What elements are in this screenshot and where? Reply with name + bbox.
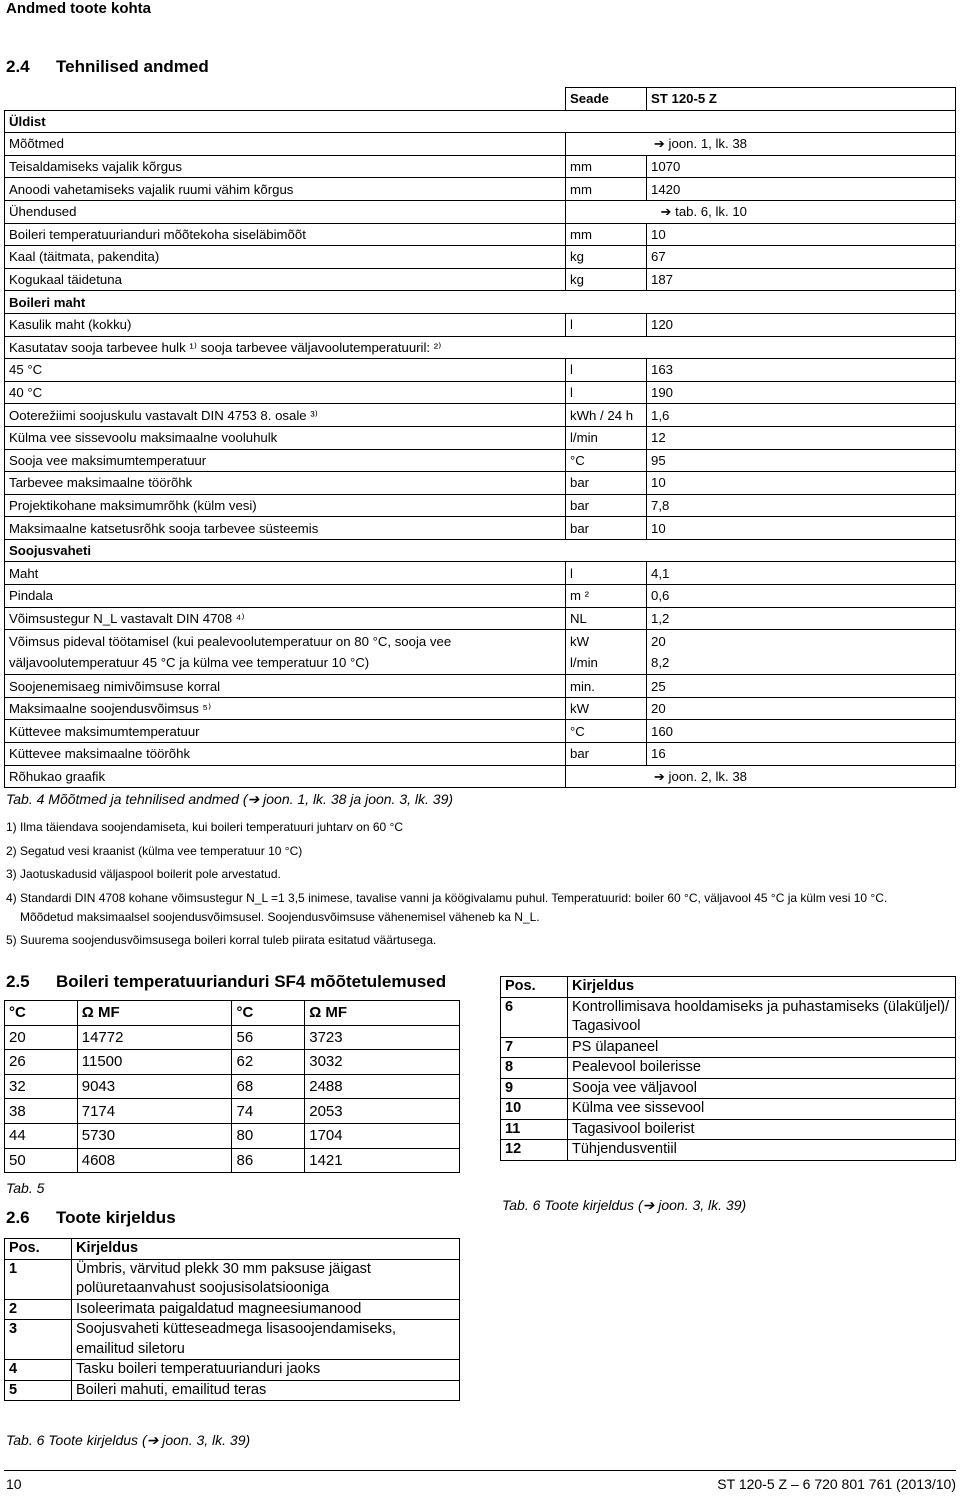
table-5-caption: Tab. 5 [6, 1180, 45, 1196]
table-cell: 20 [5, 1025, 78, 1050]
row-value: 4,1 [647, 562, 956, 585]
table-row [5, 449, 956, 472]
position-number: 10 [501, 1099, 568, 1120]
description: Isoleerimata paigaldatud magneesiumanood [72, 1299, 460, 1320]
row-label: Võimsustegur N_L vastavalt DIN 4708 ⁴⁾ [5, 607, 566, 630]
row-unit: bar [566, 494, 647, 517]
footnote-3: 3) Jaotuskadusid väljaspool boilerit pole arvestatud. [6, 867, 281, 881]
unit-column-header: Seade [566, 88, 647, 111]
table-cell: 32 [5, 1074, 78, 1099]
document-id: ST 120-5 Z – 6 720 801 761 (2013/10) [717, 1476, 956, 1492]
column-header: Pos. [501, 977, 568, 998]
table-row [5, 765, 956, 788]
row-label: Maksimaalne soojendusvõimsus ⁵⁾ [5, 697, 566, 720]
section-title: Boileri temperatuurianduri SF4 mõõtetulemused [56, 972, 447, 991]
table-row [5, 585, 956, 608]
position-number: 5 [5, 1380, 72, 1401]
footnote-2: 2) Segatud vesi kraanist (külma vee temperatuur 10 °C) [6, 844, 303, 858]
table-row [5, 494, 956, 517]
position-number: 1 [5, 1259, 72, 1299]
column-header: Kirjeldus [568, 977, 956, 998]
row-unit: min. [566, 675, 647, 698]
table-header-row [501, 977, 956, 998]
table-cell: 9043 [77, 1074, 232, 1099]
row-label: Tarbevee maksimaalne töörõhk [5, 472, 566, 495]
column-header: °C [5, 1001, 78, 1026]
table-cell: 2053 [305, 1099, 460, 1124]
row-value: 120 [647, 313, 956, 336]
table-row [5, 404, 956, 427]
position-number: 2 [5, 1299, 72, 1320]
section-number: 2.5 [6, 972, 30, 991]
section-title: Tehnilised andmed [56, 57, 209, 76]
row-value: 20 [647, 697, 956, 720]
row-label: Maht [5, 562, 566, 585]
row-label: Soojenemisaeg nimivõimsuse korral [5, 675, 566, 698]
table-row [5, 1025, 460, 1050]
group-heading: Üldist [5, 110, 956, 133]
description: Külma vee sissevool [568, 1099, 956, 1120]
table-cell: 5730 [77, 1123, 232, 1148]
position-number: 7 [501, 1037, 568, 1058]
table-cell: 3032 [305, 1050, 460, 1075]
table-row [5, 1380, 460, 1401]
row-label: Pindala [5, 585, 566, 608]
row-label [5, 630, 566, 675]
row-label-line: väljavoolutemperatuur 45 °C ja külma vee temperatuur 10 °C) [9, 655, 370, 671]
position-number: 12 [501, 1140, 568, 1161]
table-row [5, 1299, 460, 1320]
table-row [5, 155, 956, 178]
table-cell: 80 [232, 1123, 305, 1148]
row-label: Küttevee maksimaalne töörõhk [5, 743, 566, 766]
row-value: 10 [647, 223, 956, 246]
table-row [5, 336, 956, 359]
row-unit: bar [566, 517, 647, 540]
row-unit: l [566, 381, 647, 404]
column-header: °C [232, 1001, 305, 1026]
row-unit: NL [566, 607, 647, 630]
column-header: Ω MF [77, 1001, 232, 1026]
row-label: Boileri temperatuurianduri mõõtekoha siseläbimõõt [5, 223, 566, 246]
row-label: Kaal (täitmata, pakendita) [5, 246, 566, 269]
table-cell: 56 [232, 1025, 305, 1050]
row-value-line: 20 [651, 634, 666, 650]
row-value: 187 [647, 268, 956, 291]
row-label: Sooja vee maksimumtemperatuur [5, 449, 566, 472]
row-unit: kWh / 24 h [566, 404, 647, 427]
footnote-4: 4) Standardi DIN 4708 kohane võimsustegur N_L =1 3,5 inimese, tavalise vanni ja köögivalamu puhul. Temperatuurid: boiler 60 °C, väljavool 45 °C ja külm vesi 10 °C. [6, 891, 888, 905]
table-cell: 86 [232, 1148, 305, 1173]
section-title: Toote kirjeldus [56, 1208, 176, 1227]
table-cell: 50 [5, 1148, 78, 1173]
table-row [5, 1099, 460, 1124]
table-row [5, 1148, 460, 1173]
row-value: 163 [647, 359, 956, 382]
row-value: 0,6 [647, 585, 956, 608]
table-row [5, 472, 956, 495]
description: Pealevool boilerisse [568, 1058, 956, 1079]
table-row [5, 630, 956, 675]
row-unit: °C [566, 720, 647, 743]
position-number: 4 [5, 1360, 72, 1381]
row-value: 10 [647, 472, 956, 495]
table-row [5, 720, 956, 743]
reference-link[interactable]: ➔ joon. 1, lk. 38 [566, 133, 956, 156]
description: Kontrollimisava hooldamiseks ja puhastamiseks (ülaküljel)/ Tagasivool [568, 997, 956, 1037]
section-number: 2.6 [6, 1208, 30, 1227]
footer-rule [4, 1470, 956, 1471]
row-unit: kW [566, 697, 647, 720]
description: Ümbris, värvitud plekk 30 mm paksuse jäigast polüuretaanvahust soojusisolatsiooniga [72, 1259, 460, 1299]
table-row [501, 1099, 956, 1120]
table-row [5, 246, 956, 269]
table-row [501, 1078, 956, 1099]
description: Soojusvaheti kütteseadmega lisasoojendamiseks, emailitud siletoru [72, 1320, 460, 1360]
table-row [5, 178, 956, 201]
row-value: 25 [647, 675, 956, 698]
row-unit: m ² [566, 585, 647, 608]
table-cell: 7174 [77, 1099, 232, 1124]
table-cell: 3723 [305, 1025, 460, 1050]
row-value-line: 8,2 [651, 655, 670, 671]
table-cell: 62 [232, 1050, 305, 1075]
row-unit: mm [566, 178, 647, 201]
row-label: Kogukaal täidetuna [5, 268, 566, 291]
table-row [5, 268, 956, 291]
table-row [5, 562, 956, 585]
row-label: Rõhukao graafik [5, 765, 566, 788]
row-label: Küttevee maksimumtemperatuur [5, 720, 566, 743]
table-row [5, 359, 956, 382]
section-number: 2.4 [6, 57, 30, 76]
position-number: 8 [501, 1058, 568, 1079]
section-2-6-heading [6, 1208, 176, 1228]
value-column-header: ST 120-5 Z [647, 88, 956, 111]
table-cell: 26 [5, 1050, 78, 1075]
table-row [5, 313, 956, 336]
row-unit: °C [566, 449, 647, 472]
table-header-row [5, 1001, 460, 1026]
group-heading: Boileri maht [5, 291, 956, 314]
row-label: Anoodi vahetamiseks vajalik ruumi vähim kõrgus [5, 178, 566, 201]
table-row [5, 1360, 460, 1381]
table-cell: 11500 [77, 1050, 232, 1075]
table-6b-caption: Tab. 6 Toote kirjeldus (➔ joon. 3, lk. 39) [502, 1197, 747, 1213]
table-row [5, 517, 956, 540]
table-row [5, 1123, 460, 1148]
column-header: Pos. [5, 1239, 72, 1260]
table-cell: 68 [232, 1074, 305, 1099]
row-value: 7,8 [647, 494, 956, 517]
table-row [5, 675, 956, 698]
row-value [647, 630, 956, 675]
position-number: 9 [501, 1078, 568, 1099]
table-cell: 1704 [305, 1123, 460, 1148]
row-unit: l [566, 562, 647, 585]
row-value: 160 [647, 720, 956, 743]
reference-link[interactable]: ➔ tab. 6, lk. 10 [566, 200, 956, 223]
row-value: 67 [647, 246, 956, 269]
reference-link[interactable]: ➔ joon. 2, lk. 38 [566, 765, 956, 788]
table-row [5, 426, 956, 449]
row-unit: mm [566, 223, 647, 246]
table-4-caption: Tab. 4 Mõõtmed ja tehnilised andmed (➔ joon. 1, lk. 38 ja joon. 3, lk. 39) [6, 791, 454, 807]
table-cell: 2488 [305, 1074, 460, 1099]
row-unit: l [566, 359, 647, 382]
table-cell: 14772 [77, 1025, 232, 1050]
row-label: Kasulik maht (kokku) [5, 313, 566, 336]
table-row [501, 1037, 956, 1058]
row-label: Mõõtmed [5, 133, 566, 156]
group-heading: Soojusvaheti [5, 539, 956, 562]
position-number: 3 [5, 1320, 72, 1360]
row-unit: bar [566, 743, 647, 766]
description: Tagasivool boilerist [568, 1119, 956, 1140]
row-unit: kg [566, 246, 647, 269]
table-cell: 38 [5, 1099, 78, 1124]
column-header: Kirjeldus [72, 1239, 460, 1260]
table-row [5, 539, 956, 562]
row-label: Teisaldamiseks vajalik kõrgus [5, 155, 566, 178]
table-row [501, 1140, 956, 1161]
product-description-table-a [4, 1238, 460, 1401]
row-value: 16 [647, 743, 956, 766]
table-row [501, 997, 956, 1037]
footnote-1: 1) Ilma täiendava soojendamiseta, kui boileri temperatuuri juhtarv on 60 °C [6, 820, 404, 834]
position-number: 6 [501, 997, 568, 1037]
row-label-line: Võimsus pideval töötamisel (kui pealevoolutemperatuur on 80 °C, sooja vee [9, 634, 452, 650]
row-label: 45 °C [5, 359, 566, 382]
section-2-4-heading [6, 57, 209, 77]
table-row [5, 200, 956, 223]
table-row [5, 1320, 460, 1360]
table-cell: 1421 [305, 1148, 460, 1173]
row-unit: bar [566, 472, 647, 495]
row-value: 10 [647, 517, 956, 540]
running-header: Andmed toote kohta [6, 0, 151, 17]
row-value: 1070 [647, 155, 956, 178]
row-label: Külma vee sissevoolu maksimaalne vooluhulk [5, 426, 566, 449]
table-row [5, 223, 956, 246]
table-row [5, 133, 956, 156]
table-6a-caption: Tab. 6 Toote kirjeldus (➔ joon. 3, lk. 39) [6, 1432, 251, 1448]
page-number: 10 [6, 1476, 22, 1492]
row-value: 1,6 [647, 404, 956, 427]
row-unit: kg [566, 268, 647, 291]
description: Sooja vee väljavool [568, 1078, 956, 1099]
column-header: Ω MF [305, 1001, 460, 1026]
technical-data-table [4, 87, 956, 788]
row-value: 1420 [647, 178, 956, 201]
description: Tühjendusventiil [568, 1140, 956, 1161]
row-value: 190 [647, 381, 956, 404]
table-row [5, 291, 956, 314]
row-unit-line: l/min [570, 655, 598, 671]
description: PS ülapaneel [568, 1037, 956, 1058]
table-row [5, 1050, 460, 1075]
footnote-4-cont: Mõõdetud maksimaalsel soojendusvõimsusel. Soojendusvõimsuse vähenemisel väheneb ka N_L. [20, 910, 540, 924]
table-header-row [5, 1239, 460, 1260]
table-row [5, 1259, 460, 1299]
table-header-row [5, 88, 956, 111]
table-cell: 74 [232, 1099, 305, 1124]
table-row [5, 110, 956, 133]
row-value: 1,2 [647, 607, 956, 630]
table-cell: 44 [5, 1123, 78, 1148]
row-unit [566, 630, 647, 675]
row-unit: mm [566, 155, 647, 178]
table-row [5, 607, 956, 630]
footnote-5: 5) Suurema soojendusvõimsusega boileri korral tuleb piirata esitatud väärtusega. [6, 933, 437, 947]
description: Boileri mahuti, emailitud teras [72, 1380, 460, 1401]
row-label: Ooterežiimi soojuskulu vastavalt DIN 4753 8. osale ³⁾ [5, 404, 566, 427]
table-row [5, 1074, 460, 1099]
table-row [501, 1119, 956, 1140]
row-label: Kasutatav sooja tarbevee hulk ¹⁾ sooja tarbevee väljavoolutemperatuuril: ²⁾ [5, 336, 956, 359]
row-unit: l/min [566, 426, 647, 449]
row-value: 95 [647, 449, 956, 472]
row-label: 40 °C [5, 381, 566, 404]
product-description-table-b [500, 976, 956, 1161]
section-2-5-heading [6, 972, 446, 992]
position-number: 11 [501, 1119, 568, 1140]
row-value: 12 [647, 426, 956, 449]
row-label: Ühendused [5, 200, 566, 223]
sensor-values-table [4, 1000, 460, 1173]
table-cell: 4608 [77, 1148, 232, 1173]
table-row [5, 697, 956, 720]
row-label: Maksimaalne katsetusrõhk sooja tarbevee süsteemis [5, 517, 566, 540]
table-row [501, 1058, 956, 1079]
row-unit: l [566, 313, 647, 336]
row-unit-line: kW [570, 634, 590, 650]
row-label: Projektikohane maksimumrõhk (külm vesi) [5, 494, 566, 517]
description: Tasku boileri temperatuurianduri jaoks [72, 1360, 460, 1381]
table-row [5, 743, 956, 766]
table-row [5, 381, 956, 404]
